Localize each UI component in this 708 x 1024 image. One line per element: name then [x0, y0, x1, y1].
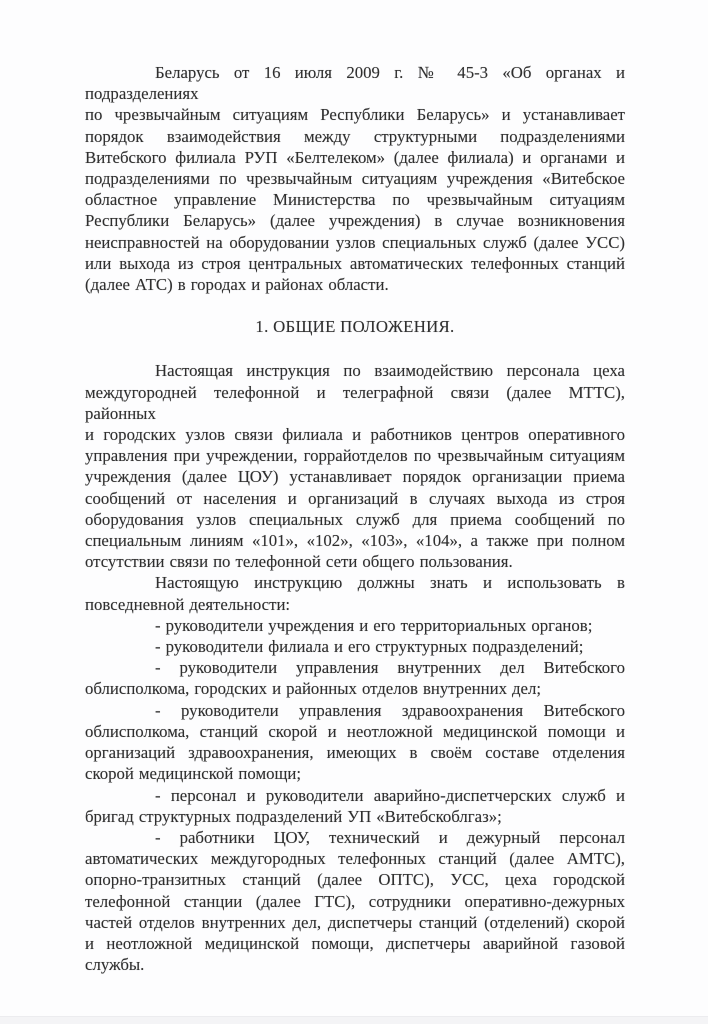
text-line: - персонал и руководители аварийно-диспетчерских служб и: [155, 785, 625, 805]
text-line: Настоящую инструкцию должны знать и использовать в: [155, 573, 625, 593]
text-line: учреждения (далее ЦОУ) устанавливает порядок организации приема: [85, 467, 625, 487]
list-item: [85, 636, 625, 657]
text-line: службы.: [85, 955, 145, 975]
text-line: - руководители учреждения и его территориальных органов;: [155, 615, 593, 635]
text-line: автоматических междугородных телефонных станций (далее АМТС),: [85, 849, 625, 869]
text-line: облисполкома, станций скорой и неотложной медицинской помощи и: [85, 721, 625, 741]
text-line: опорно-транзитных станций (далее ОПТС), УСС, цеха городской: [85, 870, 625, 890]
text-line: неисправностей на оборудовании узлов специальных служб (далее УСС): [85, 232, 625, 252]
text-line: скорой медицинской помощи;: [85, 764, 302, 784]
list-item: [85, 700, 625, 785]
text-line: - руководители филиала и его структурных подразделений;: [155, 637, 584, 657]
list-item: [85, 785, 625, 827]
text-line: облисполкома, городских и районных отделов внутренних дел;: [85, 679, 542, 699]
page-bottom-edge: [0, 1016, 708, 1024]
text-line: Республики Беларусь» (далее учреждения) в случае возникновения: [85, 211, 625, 231]
text-line: по чрезвычайным ситуациям Республики Беларусь» и устанавливает: [85, 105, 625, 125]
text-line: управления при учреждении, горрайотделов по чрезвычайным ситуациям: [85, 446, 625, 466]
text-line: порядок взаимодействия между структурными подразделениями: [85, 126, 625, 146]
text-line: оборудования узлов специальных служб для приема сообщений по: [85, 509, 625, 529]
text-line: подразделениями по чрезвычайным ситуациям учреждения «Витебское: [85, 169, 625, 189]
section-heading: 1. ОБЩИЕ ПОЛОЖЕНИЯ.: [255, 317, 455, 337]
text-line: повседневной деятельности:: [85, 594, 291, 614]
text-line: (далее АТС) в городах и районах области.: [85, 275, 389, 295]
text-line: - работники ЦОУ, технический и дежурный персонал: [155, 827, 625, 847]
text-line: Витебского филиала РУП «Белтелеком» (далее филиала) и органами и: [85, 147, 625, 167]
text-line: организаций здравоохранения, имеющих в своём составе отделения: [85, 743, 625, 763]
text-line: Беларусь от 16 июля 2009 г. № 45-3 «Об органах и подразделениях: [85, 63, 625, 104]
paragraph: [85, 360, 625, 572]
text-line: специальным линиям «101», «102», «103», «104», а также при полном: [85, 531, 625, 551]
text-line: областное управление Министерства по чрезвычайным ситуациям: [85, 190, 625, 210]
list-item: [85, 657, 625, 699]
list-item: [85, 827, 625, 975]
text-line: сообщений от населения и организаций в случаях выхода из строя: [85, 488, 625, 508]
text-line: телефонной станции (далее ГТС), сотрудники оперативно-дежурных: [85, 891, 625, 911]
text-line: отсутствии связи по телефонной сети общего пользования.: [85, 552, 513, 572]
paragraph: [85, 62, 625, 295]
text-line: междугородней телефонной и телеграфной связи (далее МТТС), районных: [85, 382, 625, 423]
text-line: - руководители управления здравоохранения Витебского: [155, 700, 625, 720]
text-line: Настоящая инструкция по взаимодействию персонала цеха: [155, 361, 625, 381]
text-line: частей отделов внутренних дел, диспетчеры станций (отделений) скорой: [85, 912, 625, 932]
text-line: - руководители управления внутренних дел Витебского: [155, 658, 625, 678]
text-line: бригад структурных подразделений УП «Витебскоблгаз»;: [85, 806, 502, 826]
text-line: или выхода из строя центральных автоматических телефонных станций: [85, 253, 625, 273]
text-line: и городских узлов связи филиала и работников центров оперативного: [85, 425, 625, 445]
list-item: [85, 615, 625, 636]
paragraph: [85, 572, 625, 614]
text-line: и неотложной медицинской помощи, диспетчеры аварийной газовой: [85, 933, 625, 953]
